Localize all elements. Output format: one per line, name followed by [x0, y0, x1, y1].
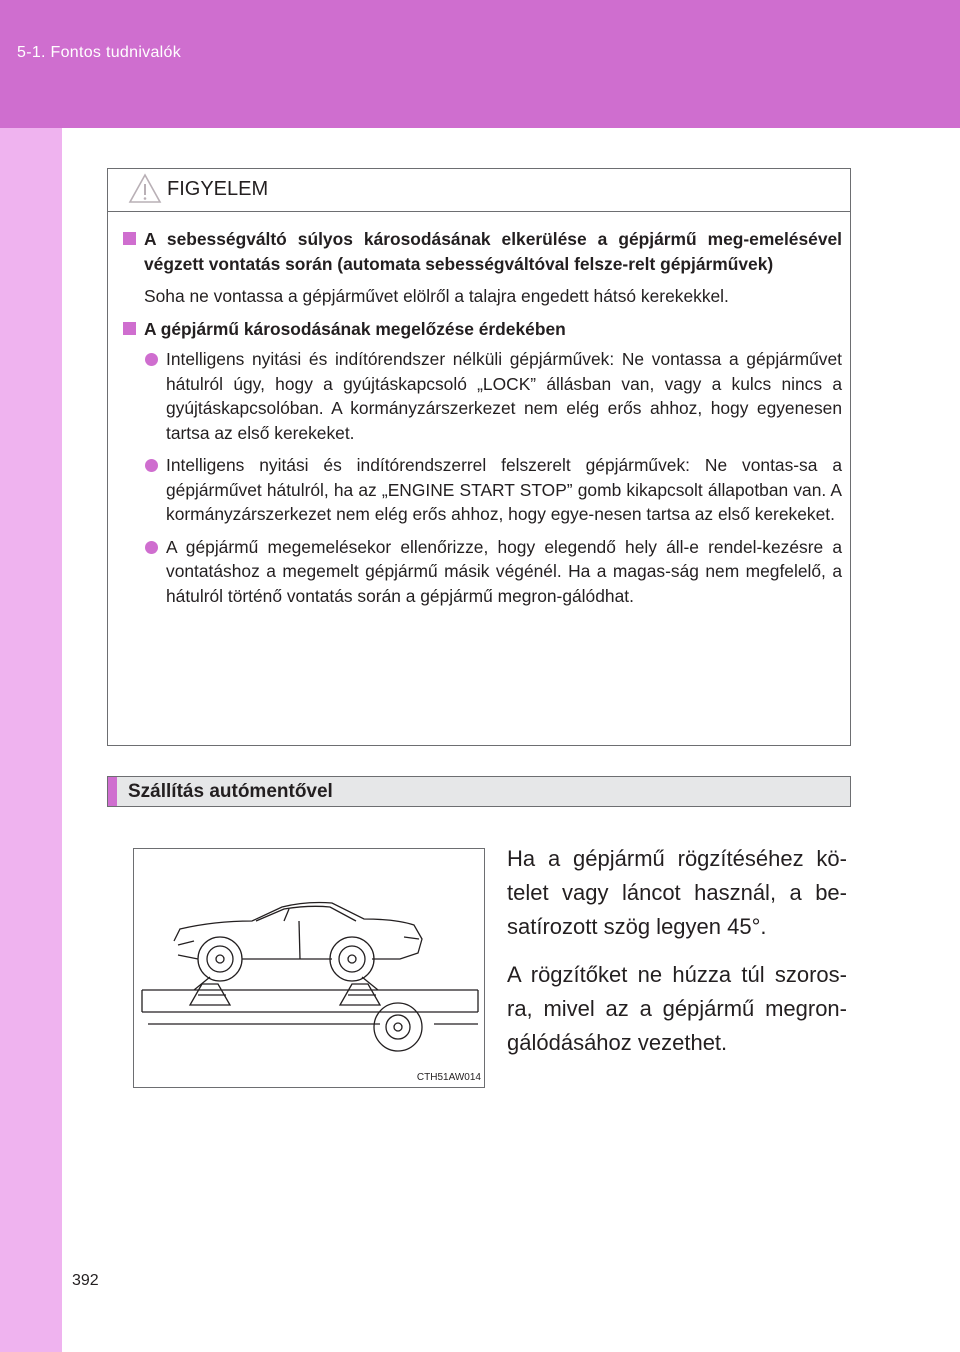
warning-heading-1-text: A sebességváltó súlyos károsodásának elkerülése a gépjármű meg-emelésével végzett vontatás során (automata sebességváltóval felsze-relt gépjárművek): [144, 229, 842, 274]
section-heading-bar: [107, 776, 851, 807]
warning-bullet-3: [120, 535, 842, 609]
square-bullet-icon: [123, 232, 136, 245]
page-number: 392: [72, 1272, 99, 1289]
header-band: [0, 0, 960, 128]
warning-body: [120, 227, 842, 608]
section-text: [507, 842, 847, 1060]
section-paragraph-1: Ha a gépjármű rögzítéséhez kö-telet vagy láncot használ, a be-satírozott szög legyen 45°.: [507, 846, 847, 939]
circle-bullet-icon: [145, 541, 158, 554]
warning-title: FIGYELEM: [167, 178, 269, 200]
warning-heading-2-text: A gépjármű károsodásának megelőzése érdekében: [144, 318, 566, 339]
car-on-flatbed-icon: [134, 849, 486, 1089]
side-band: [0, 128, 62, 1352]
warning-heading-2: [120, 317, 842, 342]
warning-bullet-2: [120, 453, 842, 527]
warning-bullet-2-text: Intelligens nyitási és indítórendszerrel felszerelt gépjárművek: Ne vontas-sa a gépjárművet hátulról, ha az „ENGINE START STOP” gomb kikapcsolt állapotban van. A kormányzárszerkezet nem elég erős ahhoz, hogy egye-nesen tartsa az első kerekeket.: [166, 455, 842, 524]
section-title: Szállítás autómentővel: [128, 781, 333, 802]
chapter-title: 5-1. Fontos tudnivalók: [17, 44, 182, 61]
warning-bullet-3-text: A gépjármű megemelésekor ellenőrizze, hogy elegendő hely áll-e rendel-kezésre a vontatáshoz a megemelt gépjármű másik végénél. Ha a magas-ság nem megfelelő, a hátulról történő vontatás során a gépjármű megron-gálódhat.: [166, 536, 842, 606]
warning-heading-1: [120, 227, 842, 276]
warning-triangle-icon: [128, 173, 162, 204]
square-bullet-icon: [123, 322, 136, 335]
section-accent: [108, 777, 117, 806]
section-paragraph-2: A rögzítőket ne húzza túl szoros-ra, mivel az a gépjármű megron-gálódásához vezethet.: [507, 962, 847, 1055]
figure-code: CTH51AW014: [416, 1072, 481, 1083]
tow-truck-illustration: [133, 848, 485, 1088]
warning-header: [108, 169, 850, 212]
warning-text-1: Soha ne vontassa a gépjárművet elölről a talajra engedett hátsó kerekekkel.: [144, 286, 729, 306]
circle-bullet-icon: [145, 353, 158, 366]
circle-bullet-icon: [145, 459, 158, 472]
warning-bullet-1-text: Intelligens nyitási és indítórendszer nélküli gépjárművek: Ne vontassa a gépjárművet hátulról úgy, hogy a gyújtáskapcsoló „LOCK” állásban van, vagy a kulcs nincs a gyújtáskapcsolóban. A kormányzárszerkezet nem elég erős ahhoz, hogy egyenesen tartsa az első kerekeket.: [166, 349, 842, 443]
warning-bullet-1: [120, 347, 842, 445]
warning-box: [107, 168, 851, 746]
